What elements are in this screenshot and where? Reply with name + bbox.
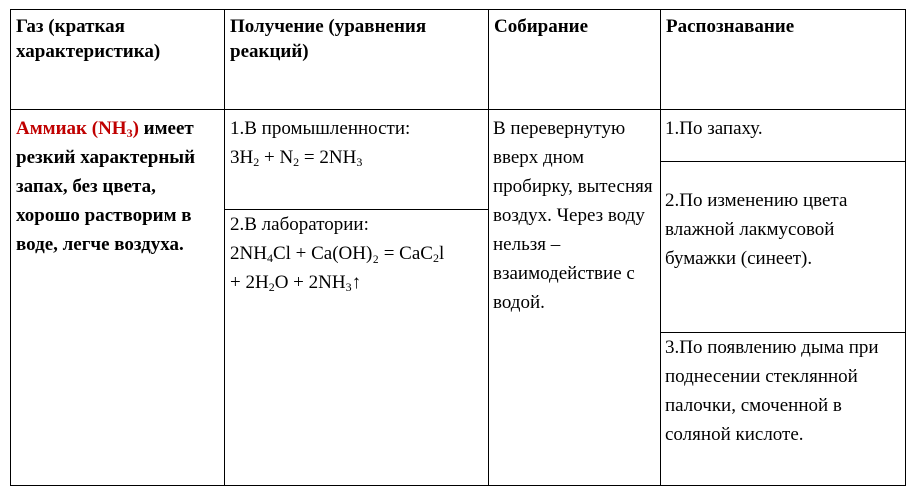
recognition-item-2: 2.По изменению цвета влажной лакмусовой бумажки (синеет). (665, 190, 848, 269)
industry-equation: $3H_2 + N_2 = 2NH_3$ (230, 147, 363, 169)
table-border-left (10, 9, 11, 486)
gas-description-intro: имеет (138, 118, 194, 139)
gas-description (16, 114, 220, 259)
collection-text: В перевернутую вверх дном пробирку, вытесняя воздух. Через воду нельзя – взаимодействие с водой. (493, 118, 653, 313)
gas-description-text: резкий характерный запах, без цвета, хорошо растворим в воде, легче воздуха. (16, 147, 196, 255)
table-border-bottom (10, 485, 906, 486)
column-divider-2 (488, 9, 489, 486)
column-divider-1 (224, 9, 225, 486)
lab-equation-cont: + $2H_2O$ + $2NH_3↑$ (230, 272, 362, 294)
header-production: Получение (уравнения реакций) (230, 16, 427, 62)
production-lab (230, 210, 484, 297)
gas-name: Аммиак $(NH_3)$ (16, 118, 139, 140)
table-border-right (905, 9, 906, 486)
header-divider (10, 109, 906, 110)
industry-label: 1.В промышленности: (230, 118, 411, 139)
column-divider-3 (660, 9, 661, 486)
lab-label: 2.В лаборатории: (230, 214, 369, 235)
recognition-divider-1 (660, 161, 906, 162)
header-gas: Газ (краткая характеристика) (16, 16, 161, 62)
header-collection: Собирание (494, 16, 589, 37)
table-border-top (10, 9, 906, 10)
lab-equation: $2NH_4Cl + Ca(OH)_2 = CaC_2l$ (230, 243, 445, 265)
recognition-item-3: 3.По появлению дыма при поднесении стеклянной палочки, смоченной в соляной кислоте. (665, 337, 879, 445)
production-industry (230, 114, 484, 172)
header-recognition: Распознавание (666, 16, 795, 37)
recognition-item-1: 1.По запаху. (665, 118, 763, 139)
